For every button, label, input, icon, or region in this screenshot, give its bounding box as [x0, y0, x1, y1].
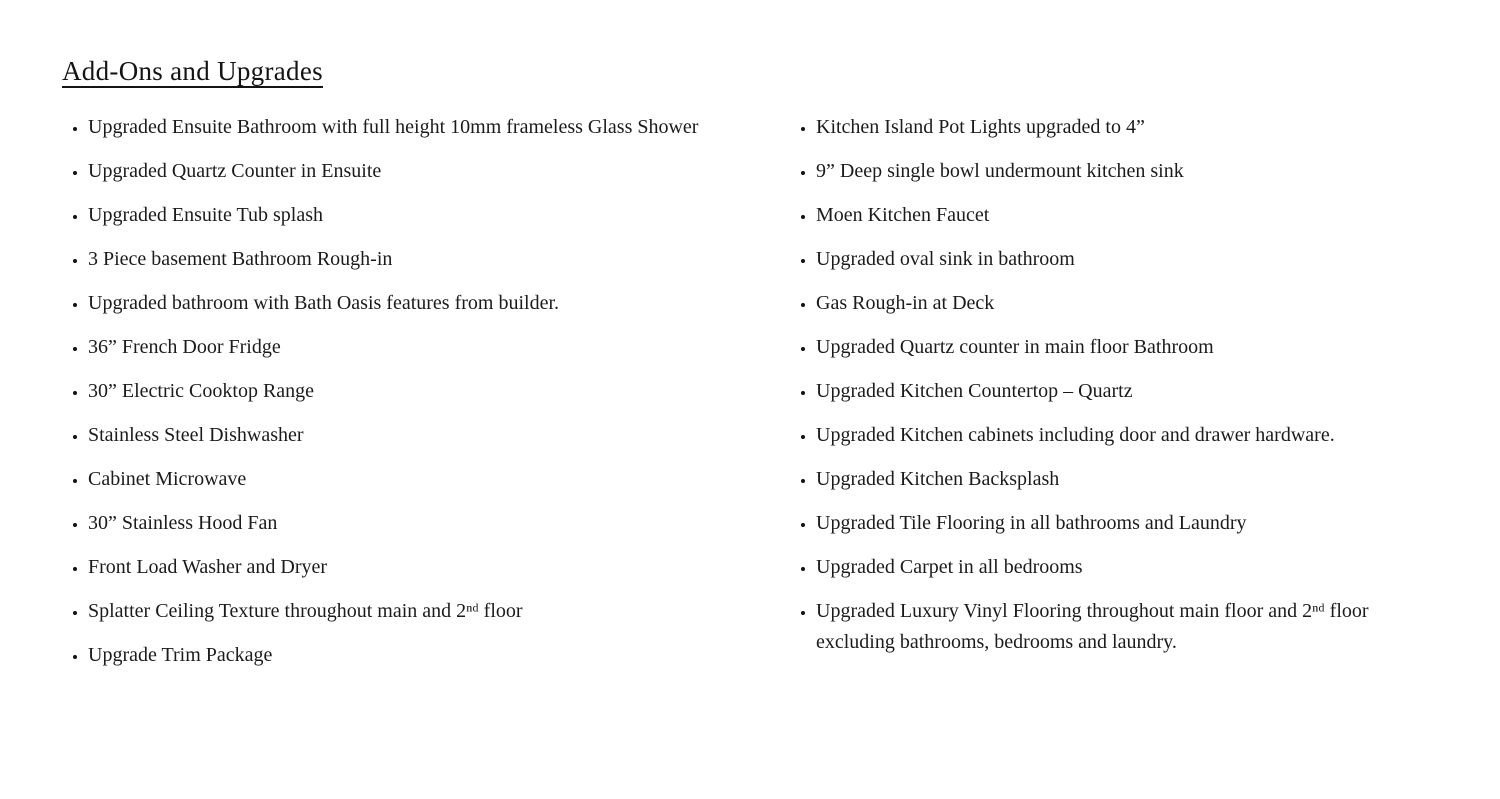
- list-item: • 30” Stainless Hood Fan: [88, 508, 790, 539]
- list-item: • Upgraded Kitchen Countertop – Quartz: [816, 376, 1438, 407]
- list-item: • Stainless Steel Dishwasher: [88, 420, 790, 451]
- right-column-list: [790, 112, 1438, 671]
- list-item: • Upgraded Carpet in all bedrooms: [816, 552, 1438, 583]
- list-item: • Upgraded Kitchen Backsplash: [816, 464, 1438, 495]
- list-item: • Upgraded bathroom with Bath Oasis features from builder.: [88, 288, 790, 319]
- list-item: • Front Load Washer and Dryer: [88, 552, 790, 583]
- page-title: Add-Ons and Upgrades: [62, 56, 323, 86]
- list-item: • Upgraded Tile Flooring in all bathrooms and Laundry: [816, 508, 1438, 539]
- list-item: • Upgraded Ensuite Tub splash: [88, 200, 790, 231]
- list-item: • Kitchen Island Pot Lights upgraded to 4”: [816, 112, 1438, 143]
- list-item: • Upgrade Trim Package: [88, 640, 790, 671]
- list-item: • Upgraded oval sink in bathroom: [816, 244, 1438, 275]
- left-column-list: [62, 112, 790, 684]
- list-item: • Moen Kitchen Faucet: [816, 200, 1438, 231]
- two-column-list: [62, 112, 1500, 684]
- list-item: • Upgraded Luxury Vinyl Flooring throughout main floor and 2ⁿᵈ floor excluding bathrooms, bedrooms and laundry.: [816, 596, 1438, 658]
- list-item: • 30” Electric Cooktop Range: [88, 376, 790, 407]
- list-item: • Upgraded Quartz Counter in Ensuite: [88, 156, 790, 187]
- list-item: • Upgraded Kitchen cabinets including door and drawer hardware.: [816, 420, 1438, 451]
- list-item: • Cabinet Microwave: [88, 464, 790, 495]
- list-item: • Gas Rough-in at Deck: [816, 288, 1438, 319]
- list-item: • 3 Piece basement Bathroom Rough-in: [88, 244, 790, 275]
- list-item: • Splatter Ceiling Texture throughout main and 2ⁿᵈ floor: [88, 596, 790, 627]
- list-item: • Upgraded Ensuite Bathroom with full height 10mm frameless Glass Shower: [88, 112, 790, 143]
- list-item: • Upgraded Quartz counter in main floor Bathroom: [816, 332, 1438, 363]
- list-item: • 9” Deep single bowl undermount kitchen sink: [816, 156, 1438, 187]
- list-item: • 36” French Door Fridge: [88, 332, 790, 363]
